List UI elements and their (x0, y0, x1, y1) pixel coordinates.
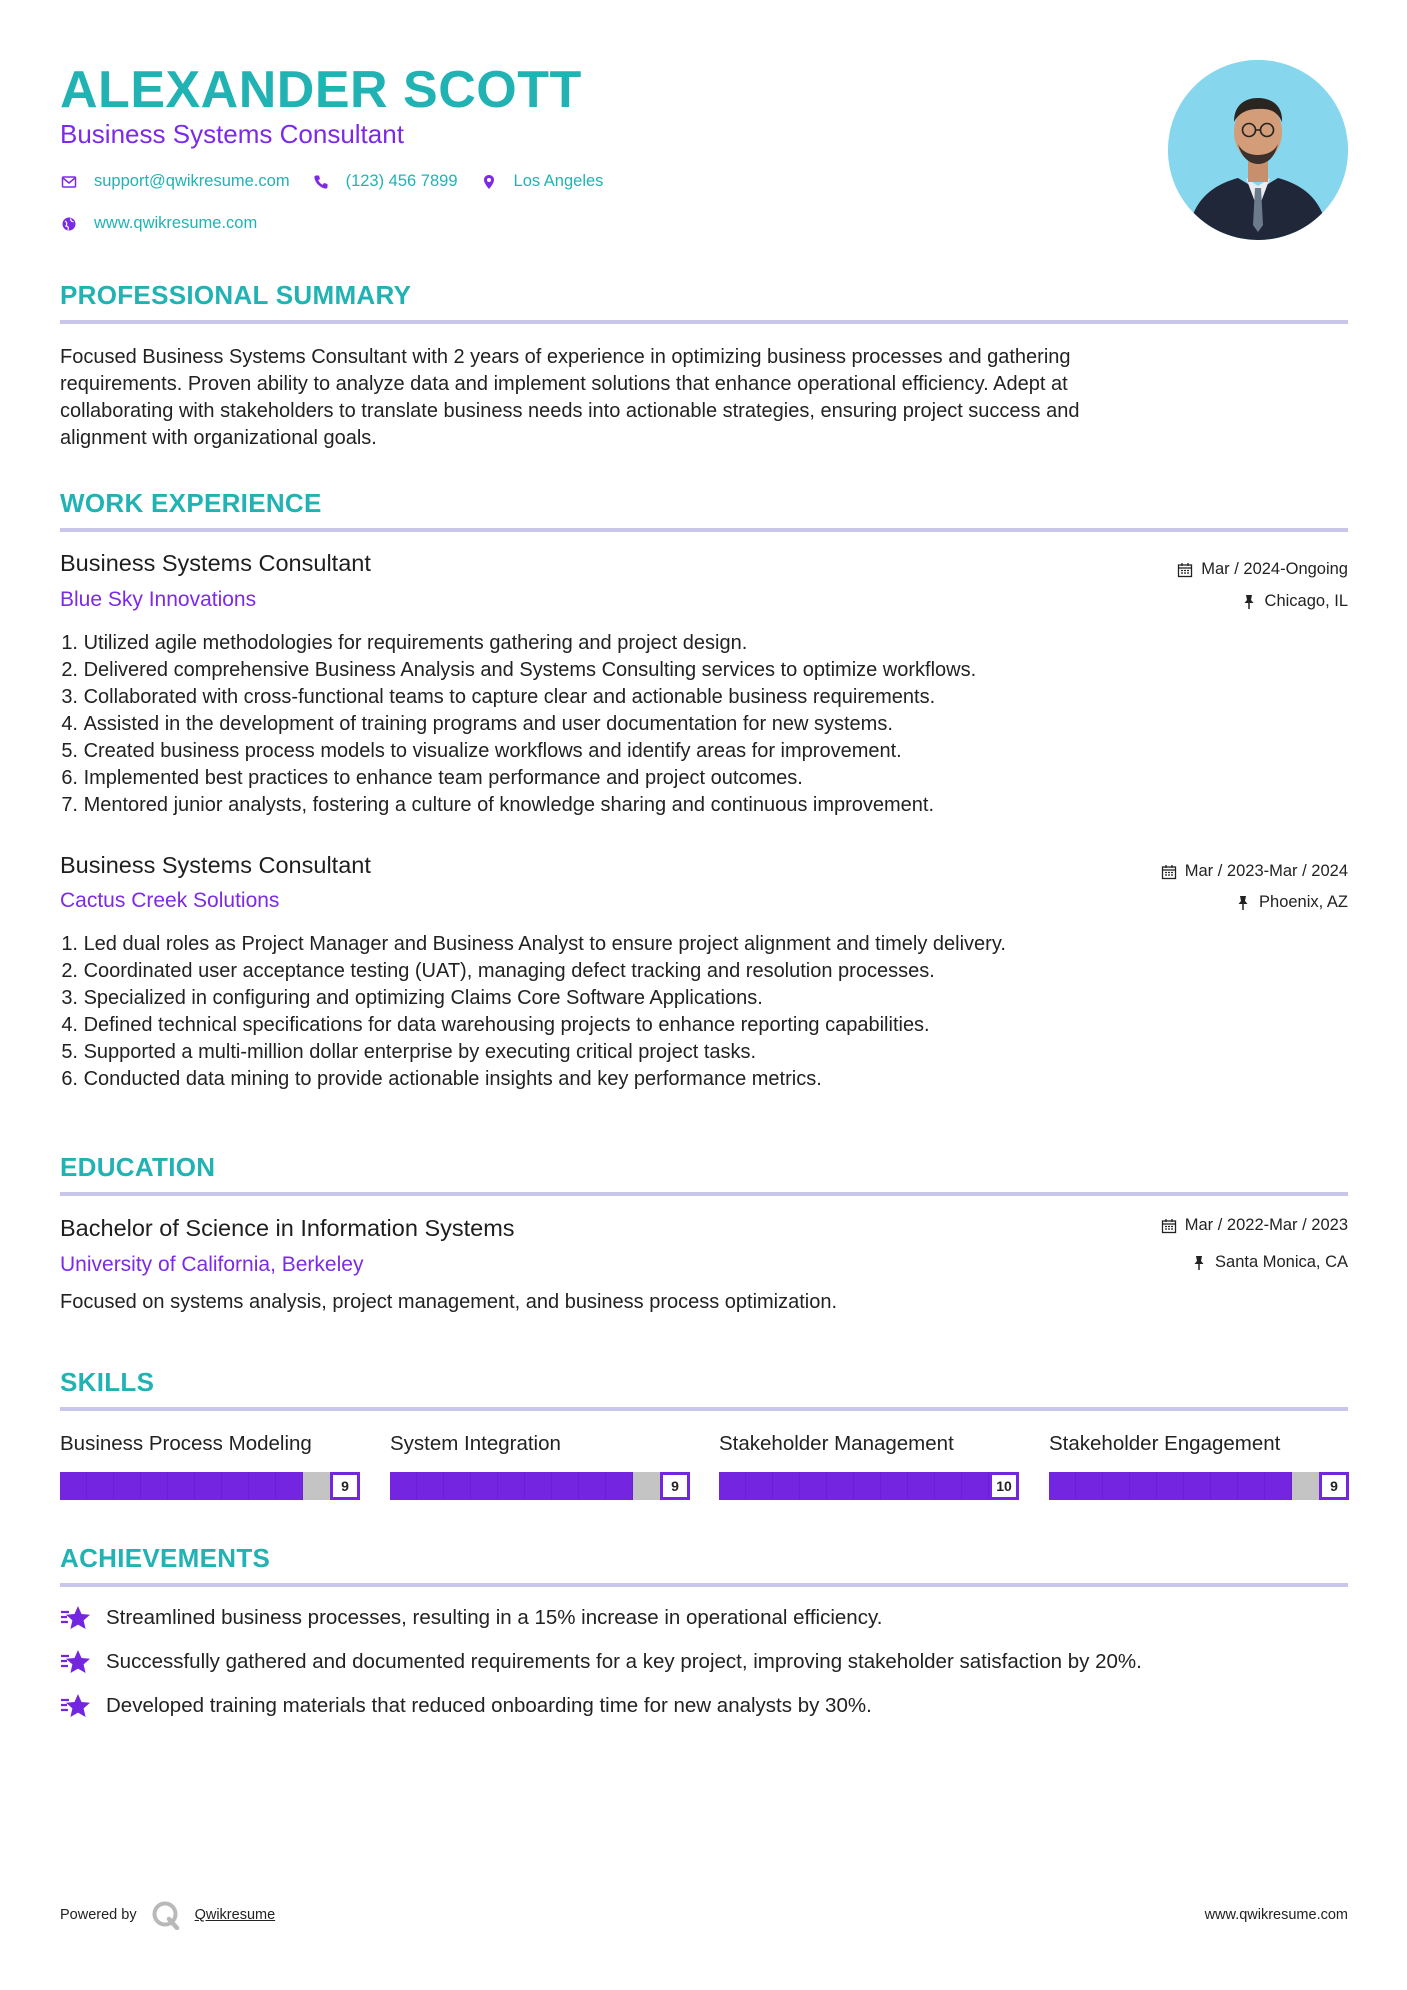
pushpin-icon (1191, 1255, 1207, 1271)
list-item: 6. Implemented best practices to enhance team performance and project outcomes. (60, 765, 1350, 792)
school-name: University of California, Berkeley (60, 1253, 364, 1276)
job-title: Business Systems Consultant (60, 852, 371, 878)
skill-bar (60, 1472, 360, 1500)
list-item: 1. Utilized agile methodologies for requirements gathering and project design. (60, 630, 1350, 657)
contact-row (60, 172, 625, 191)
achievement-text: Streamlined business processes, resulting in a 15% increase in operational efficiency. (106, 1606, 883, 1629)
skill-bar-filled-segment (222, 1472, 249, 1500)
star-icon (60, 1604, 92, 1632)
skill-bar-filled-segment (525, 1472, 552, 1500)
skill-bar-filled-segment (827, 1472, 854, 1500)
job-location-text: Phoenix, AZ (1259, 893, 1348, 911)
job-bullets (60, 931, 1350, 1093)
skill-bar-filled-segment (881, 1472, 908, 1500)
job-company: Cactus Creek Solutions (60, 889, 280, 912)
skill-item (60, 1430, 360, 1500)
skill-bar-filled-segment (390, 1472, 417, 1500)
skill-item (390, 1430, 690, 1500)
list-item: 2. Delivered comprehensive Business Analysis and Systems Consulting services to optimize workflows. (60, 657, 1350, 684)
list-item: 1. Led dual roles as Project Manager and Business Analyst to ensure project alignment and timely delivery. (60, 931, 1350, 958)
globe-icon (60, 215, 78, 233)
qwikresume-logo-icon (151, 1900, 181, 1930)
skill-bar-empty-segment (303, 1472, 330, 1500)
contact-location (480, 172, 604, 191)
skill-bar-filled-segment (141, 1472, 168, 1500)
skill-bar-filled-segment (471, 1472, 498, 1500)
skill-bar-filled-segment (498, 1472, 525, 1500)
skill-bar-filled-segment (417, 1472, 444, 1500)
job-location (1235, 893, 1348, 912)
powered-by-label: Powered by (60, 1907, 137, 1923)
map-pin-icon (480, 173, 498, 191)
skills-heading: SKILLS (60, 1367, 155, 1397)
list-item: 4. Assisted in the development of training programs and user documentation for new systems. (60, 711, 1350, 738)
skill-score: 10 (989, 1472, 1019, 1500)
bullet-text: Defined technical specifications for data warehousing projects to enhance reporting capabilities. (83, 1014, 930, 1036)
pushpin-icon (1235, 895, 1251, 911)
skill-bar-filled-segment (1103, 1472, 1130, 1500)
list-item: 7. Mentored junior analysts, fostering a culture of knowledge sharing and continuous improvement. (60, 792, 1350, 819)
bullet-text: Utilized agile methodologies for requirements gathering and project design. (83, 632, 748, 654)
education-dates-text: Mar / 2022-Mar / 2023 (1184, 1216, 1348, 1234)
summary-line: requirements. Proven ability to analyze data and implement solutions that enhance operational efficiency. Adept at (60, 373, 1068, 395)
contact-row-website (60, 214, 279, 233)
skill-bar-filled-segment (935, 1472, 962, 1500)
skill-bar-empty-segment (1292, 1472, 1319, 1500)
star-icon (60, 1648, 92, 1676)
skill-bar-filled-segment (1238, 1472, 1265, 1500)
job-dates-text: Mar / 2023-Mar / 2024 (1184, 862, 1348, 880)
summary-divider (60, 320, 1348, 324)
phone-text: (123) 456 7899 (345, 172, 458, 190)
bullet-text: Supported a multi-million dollar enterprise by executing critical project tasks. (83, 1041, 757, 1063)
skill-bar-filled-segment (773, 1472, 800, 1500)
skill-name: System Integration (390, 1432, 561, 1455)
footer-powered-by (60, 1900, 275, 1930)
skill-bar-filled-segment (719, 1472, 746, 1500)
achievement-item (60, 1692, 872, 1720)
pushpin-icon (1241, 594, 1257, 610)
job-location (1241, 592, 1348, 611)
skill-bar-filled-segment (444, 1472, 471, 1500)
skill-bar-filled-segment (114, 1472, 141, 1500)
job-title: Business Systems Consultant (60, 550, 371, 576)
summary-line: alignment with organizational goals. (60, 427, 377, 449)
skill-bar-filled-segment (1130, 1472, 1157, 1500)
skill-bar-filled-segment (1076, 1472, 1103, 1500)
achievement-text: Developed training materials that reduced onboarding time for new analysts by 30%. (106, 1694, 872, 1717)
list-item: 2. Coordinated user acceptance testing (UAT), managing defect tracking and resolution processes. (60, 958, 1350, 985)
list-item: 3. Collaborated with cross-functional teams to capture clear and actionable business requirements. (60, 684, 1350, 711)
skill-bar-filled-segment (60, 1472, 87, 1500)
summary-line: collaborating with stakeholders to translate business needs into actionable strategies, ensuring project success and (60, 400, 1080, 422)
contact-email[interactable] (60, 172, 290, 191)
skill-bar (390, 1472, 690, 1500)
mail-icon (60, 173, 78, 191)
skill-bar-filled-segment (1049, 1472, 1076, 1500)
skill-bar-filled-segment (854, 1472, 881, 1500)
bullet-text: Delivered comprehensive Business Analysis and Systems Consulting services to optimize workflows. (83, 659, 977, 681)
skill-bar-filled-segment (579, 1472, 606, 1500)
bullet-text: Mentored junior analysts, fostering a culture of knowledge sharing and continuous improvement. (83, 794, 935, 816)
education-divider (60, 1192, 1348, 1196)
star-icon (60, 1692, 92, 1720)
skill-bar (719, 1472, 1019, 1500)
bullet-text: Conducted data mining to provide actionable insights and key performance metrics. (83, 1068, 822, 1090)
job-dates-text: Mar / 2024-Ongoing (1201, 560, 1348, 578)
skills-divider (60, 1407, 1348, 1411)
skill-item (1049, 1430, 1349, 1500)
job-dates (1161, 862, 1348, 881)
footer-url[interactable]: www.qwikresume.com (1204, 1907, 1348, 1923)
skill-bar-empty-segment (633, 1472, 660, 1500)
skill-bar (1049, 1472, 1349, 1500)
list-item: 5. Created business process models to visualize workflows and identify areas for improvement. (60, 738, 1350, 765)
skill-bar-filled-segment (1211, 1472, 1238, 1500)
education-location (1191, 1253, 1348, 1272)
summary-text (60, 344, 1350, 452)
location-text: Los Angeles (513, 172, 604, 190)
achievements-heading: ACHIEVEMENTS (60, 1543, 271, 1573)
contact-website[interactable] (60, 214, 257, 233)
skill-bar-filled-segment (606, 1472, 633, 1500)
skill-bar-filled-segment (195, 1472, 222, 1500)
skill-bar-filled-segment (168, 1472, 195, 1500)
skill-bar-filled-segment (962, 1472, 989, 1500)
job-company: Blue Sky Innovations (60, 588, 257, 611)
skill-score: 9 (660, 1472, 690, 1500)
education-location-text: Santa Monica, CA (1215, 1253, 1348, 1271)
list-item: 4. Defined technical specifications for data warehousing projects to enhance reporting capabilities. (60, 1012, 1350, 1039)
achievement-item (60, 1648, 1142, 1676)
bullet-text: Coordinated user acceptance testing (UAT), managing defect tracking and resolution processes. (83, 960, 935, 982)
education-description: Focused on systems analysis, project management, and business process optimization. (60, 1291, 838, 1313)
skill-bar-filled-segment (87, 1472, 114, 1500)
contact-phone[interactable] (312, 172, 458, 191)
skill-name: Stakeholder Engagement (1049, 1432, 1281, 1455)
calendar-icon (1161, 1218, 1177, 1234)
job-location-text: Chicago, IL (1264, 592, 1348, 610)
candidate-title: Business Systems Consultant (60, 119, 404, 149)
brand-link[interactable]: Qwikresume (194, 1907, 276, 1923)
summary-line: Focused Business Systems Consultant with 2 years of experience in optimizing business processes and gathering (60, 346, 1071, 368)
email-text: support@qwikresume.com (94, 172, 290, 190)
candidate-name: ALEXANDER SCOTT (60, 61, 582, 119)
education-dates (1161, 1216, 1348, 1235)
list-item: 3. Specialized in configuring and optimizing Claims Core Software Applications. (60, 985, 1350, 1012)
list-item: 5. Supported a multi-million dollar enterprise by executing critical project tasks. (60, 1039, 1350, 1066)
skill-bar-filled-segment (800, 1472, 827, 1500)
skill-bar-filled-segment (249, 1472, 276, 1500)
job-dates (1177, 560, 1348, 579)
achievement-text: Successfully gathered and documented requirements for a key project, improving stakeholder satisfaction by 20%. (106, 1650, 1142, 1673)
skill-bar-filled-segment (1184, 1472, 1211, 1500)
website-text: www.qwikresume.com (94, 214, 258, 232)
skill-bar-filled-segment (908, 1472, 935, 1500)
skill-bar-filled-segment (1265, 1472, 1292, 1500)
calendar-icon (1161, 864, 1177, 880)
skill-bar-filled-segment (746, 1472, 773, 1500)
summary-heading: PROFESSIONAL SUMMARY (60, 280, 412, 310)
degree-title: Bachelor of Science in Information Systems (60, 1215, 515, 1241)
job-bullets (60, 630, 1350, 819)
bullet-text: Created business process models to visualize workflows and identify areas for improvement. (83, 740, 902, 762)
calendar-icon (1177, 562, 1193, 578)
bullet-text: Collaborated with cross-functional teams to capture clear and actionable business requirements. (83, 686, 936, 708)
profile-photo (1168, 60, 1348, 240)
experience-heading: WORK EXPERIENCE (60, 488, 322, 518)
skill-name: Business Process Modeling (60, 1432, 312, 1455)
achievement-item (60, 1604, 882, 1632)
skill-bar-filled-segment (552, 1472, 579, 1500)
skill-score: 9 (1319, 1472, 1349, 1500)
bullet-text: Implemented best practices to enhance team performance and project outcomes. (83, 767, 803, 789)
bullet-text: Led dual roles as Project Manager and Business Analyst to ensure project alignment and timely delivery. (83, 933, 1006, 955)
education-heading: EDUCATION (60, 1152, 216, 1182)
list-item: 6. Conducted data mining to provide actionable insights and key performance metrics. (60, 1066, 1350, 1093)
skill-score: 9 (330, 1472, 360, 1500)
achievements-divider (60, 1583, 1348, 1587)
experience-divider (60, 528, 1348, 532)
skill-bar-filled-segment (1157, 1472, 1184, 1500)
skill-name: Stakeholder Management (719, 1432, 954, 1455)
phone-icon (312, 173, 330, 191)
skill-item (719, 1430, 1019, 1500)
skill-bar-filled-segment (276, 1472, 303, 1500)
bullet-text: Specialized in configuring and optimizing Claims Core Software Applications. (83, 987, 763, 1009)
bullet-text: Assisted in the development of training programs and user documentation for new systems. (83, 713, 893, 735)
